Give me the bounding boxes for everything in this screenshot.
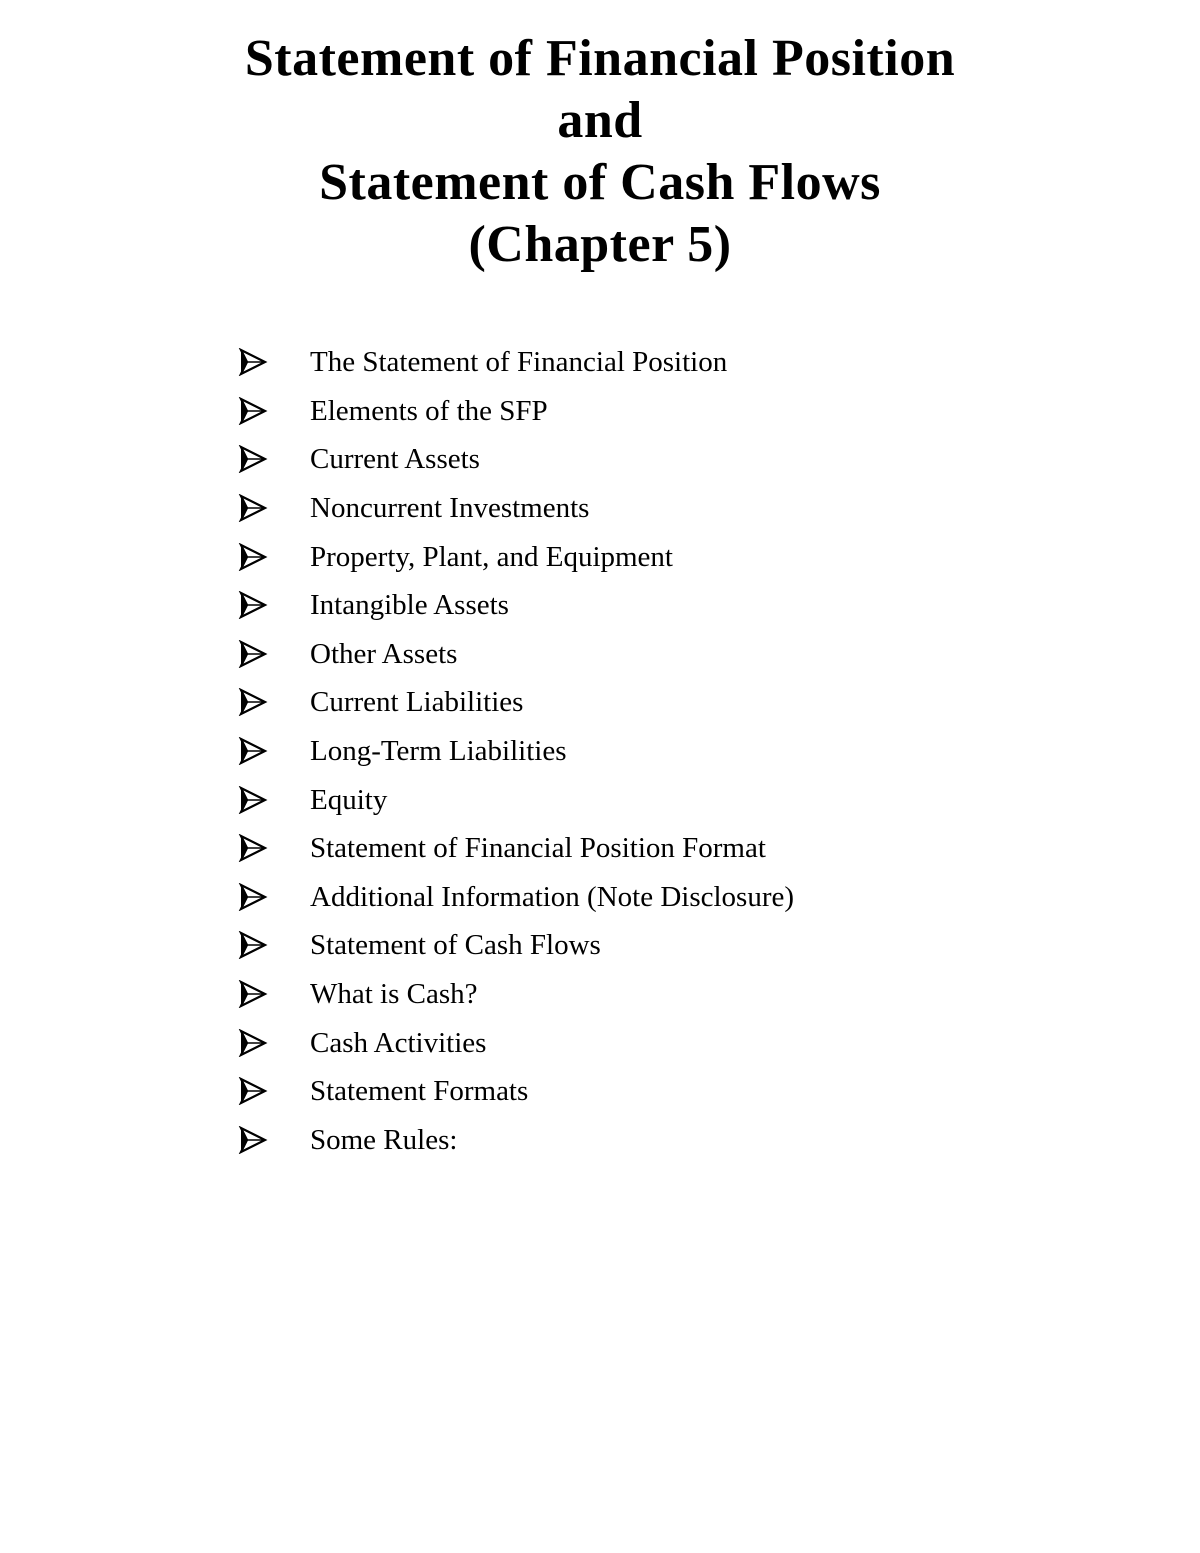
arrowhead-bullet-icon [238, 834, 268, 862]
list-item-text: Statement Formats [310, 1075, 529, 1108]
list-item [238, 1116, 458, 1165]
list-item-text: Cash Activities [310, 1026, 487, 1059]
document-title [0, 28, 1200, 276]
list-item [238, 873, 795, 922]
list-item-text: Elements of the SFP [310, 394, 548, 427]
arrowhead-bullet-icon [238, 1077, 268, 1105]
title-line-1: Statement of Financial Position [244, 30, 956, 87]
list-item [238, 387, 548, 436]
arrowhead-bullet-icon [238, 688, 268, 716]
list-item [238, 1067, 529, 1116]
list-item-text: Statement of Financial Position Format [310, 832, 766, 865]
list-item [238, 970, 478, 1019]
list-item [238, 630, 458, 679]
list-item [238, 484, 590, 533]
topic-list [238, 338, 795, 1164]
arrowhead-bullet-icon [238, 494, 268, 522]
arrowhead-bullet-icon [238, 786, 268, 814]
list-item [238, 775, 388, 824]
arrowhead-bullet-icon [238, 640, 268, 668]
list-item-text: Some Rules: [310, 1123, 458, 1156]
title-line-3: Statement of Cash Flows [319, 154, 881, 211]
list-item-text: Statement of Cash Flows [310, 929, 601, 962]
arrowhead-bullet-icon [238, 591, 268, 619]
arrowhead-bullet-icon [238, 543, 268, 571]
list-item [238, 435, 480, 484]
list-item-text: Long-Term Liabilities [310, 735, 567, 768]
list-item [238, 1018, 487, 1067]
arrowhead-bullet-icon [238, 737, 268, 765]
list-item [238, 727, 567, 776]
list-item-text: Current Liabilities [310, 686, 524, 719]
arrowhead-bullet-icon [238, 348, 268, 376]
arrowhead-bullet-icon [238, 980, 268, 1008]
list-item-text: Additional Information (Note Disclosure) [310, 880, 795, 913]
list-item-text: Property, Plant, and Equipment [310, 540, 673, 573]
list-item-text: The Statement of Financial Position [310, 346, 728, 379]
arrowhead-bullet-icon [238, 397, 268, 425]
arrowhead-bullet-icon [238, 931, 268, 959]
list-item-text: What is Cash? [310, 978, 478, 1011]
arrowhead-bullet-icon [238, 445, 268, 473]
arrowhead-bullet-icon [238, 1126, 268, 1154]
list-item-text: Intangible Assets [310, 589, 509, 622]
list-item-text: Noncurrent Investments [310, 492, 590, 525]
list-item-text: Other Assets [310, 637, 458, 670]
arrowhead-bullet-icon [238, 883, 268, 911]
list-item [238, 824, 766, 873]
list-item-text: Current Assets [310, 443, 480, 476]
list-item [238, 338, 728, 387]
title-line-4: (Chapter 5) [468, 216, 732, 273]
list-item [238, 581, 509, 630]
list-item [238, 921, 601, 970]
list-item [238, 532, 673, 581]
title-line-2: and [557, 92, 643, 149]
list-item-text: Equity [310, 783, 388, 816]
arrowhead-bullet-icon [238, 1029, 268, 1057]
list-item [238, 678, 524, 727]
